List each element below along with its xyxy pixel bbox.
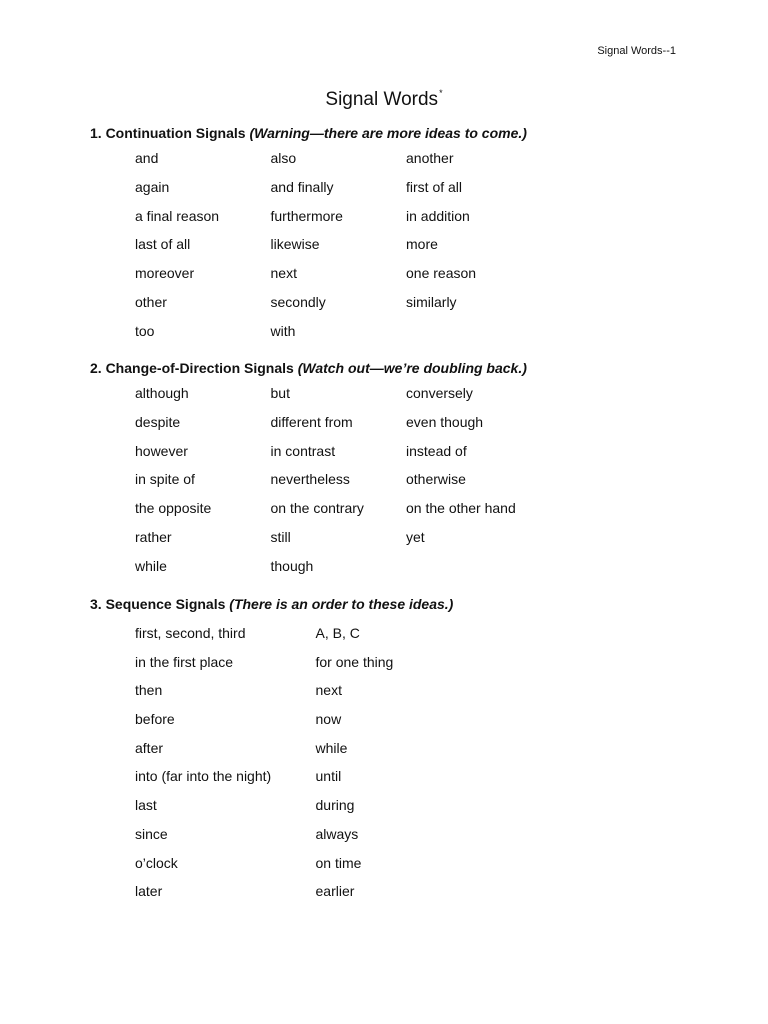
signal-word: now xyxy=(315,711,342,728)
signal-word: while xyxy=(135,557,167,574)
signal-word: other xyxy=(135,293,167,310)
word-row xyxy=(135,558,542,587)
signal-word: conversely xyxy=(406,385,473,401)
signal-word: last of all xyxy=(135,236,191,253)
word-row xyxy=(135,385,542,414)
signal-word: on the contrary xyxy=(270,500,364,517)
word-row xyxy=(135,323,542,352)
word-row xyxy=(135,500,542,529)
word-row xyxy=(135,654,496,683)
word-row xyxy=(135,625,496,654)
word-row xyxy=(135,471,542,500)
signal-word: and finally xyxy=(270,178,334,195)
signal-word: next xyxy=(270,265,297,282)
signal-word: in the first place xyxy=(135,653,234,670)
word-row xyxy=(135,826,496,855)
signal-word: the opposite xyxy=(135,500,212,517)
word-row xyxy=(135,236,542,265)
signal-word: earlier xyxy=(315,883,355,900)
signal-word: moreover xyxy=(135,265,195,282)
continuation-word-list xyxy=(135,150,542,352)
word-row xyxy=(135,711,496,740)
signal-word: nevertheless xyxy=(270,471,350,488)
signal-word: always xyxy=(315,825,359,842)
section-note: (There is an order to these ideas.) xyxy=(229,596,454,612)
signal-word: however xyxy=(135,442,188,459)
sequence-word-list xyxy=(135,625,496,912)
change-of-direction-word-list xyxy=(135,385,542,587)
signal-word: after xyxy=(135,739,164,756)
signal-word: before xyxy=(135,711,175,728)
section-heading-continuation xyxy=(90,125,527,141)
signal-word: even though xyxy=(406,413,484,430)
signal-word: and xyxy=(135,150,159,166)
signal-word: on time xyxy=(315,854,362,871)
signal-word: similarly xyxy=(406,293,457,310)
signal-word: then xyxy=(135,682,163,699)
signal-word: in spite of xyxy=(135,471,195,488)
signal-word: next xyxy=(315,682,342,699)
signal-word: though xyxy=(270,557,314,574)
signal-word: rather xyxy=(135,528,172,545)
signal-word: on the other hand xyxy=(406,500,516,517)
section-heading-text: 1. Continuation Signals xyxy=(90,125,250,141)
section-note: (Watch out—we’re doubling back.) xyxy=(297,360,527,376)
word-row xyxy=(135,179,542,208)
signal-word: but xyxy=(270,385,290,401)
signal-word: still xyxy=(270,528,291,545)
signal-word: o’clock xyxy=(135,854,178,871)
running-header: Signal Words--1 xyxy=(597,45,676,57)
signal-word: later xyxy=(135,883,163,900)
signal-word xyxy=(406,323,542,352)
section-note: (Warning—there are more ideas to come.) xyxy=(249,125,527,141)
signal-word: in contrast xyxy=(270,442,336,459)
word-row xyxy=(135,208,542,237)
signal-word: again xyxy=(135,178,170,195)
signal-word: instead of xyxy=(406,442,467,459)
word-row xyxy=(135,855,496,884)
signal-word: for one thing xyxy=(315,653,394,670)
signal-word: while xyxy=(315,739,348,756)
signal-word: although xyxy=(135,385,189,401)
signal-word: a final reason xyxy=(135,207,220,224)
page-title-text: Signal Words xyxy=(325,89,439,110)
signal-word: first of all xyxy=(406,178,463,195)
signal-word: likewise xyxy=(270,236,320,253)
section-heading-sequence xyxy=(90,596,453,612)
signal-word: since xyxy=(135,825,168,842)
signal-word: another xyxy=(406,150,454,166)
signal-word: in addition xyxy=(406,207,470,224)
word-row xyxy=(135,294,542,323)
signal-word: yet xyxy=(406,528,425,545)
word-row xyxy=(135,414,542,443)
word-row xyxy=(135,150,542,179)
signal-word: more xyxy=(406,236,438,253)
signal-word: different from xyxy=(270,413,353,430)
word-row xyxy=(135,265,542,294)
signal-word: also xyxy=(270,150,297,166)
signal-word: one reason xyxy=(406,265,477,282)
signal-word: A, B, C xyxy=(315,625,360,641)
page-title xyxy=(0,88,768,111)
signal-word: last xyxy=(135,797,157,814)
word-row xyxy=(135,797,496,826)
word-row xyxy=(135,443,542,472)
section-heading-text: 2. Change-of-Direction Signals xyxy=(90,360,298,376)
word-row xyxy=(135,682,496,711)
section-heading-text: 3. Sequence Signals xyxy=(90,596,230,612)
signal-word: otherwise xyxy=(406,471,466,488)
word-row xyxy=(135,768,496,797)
signal-word: during xyxy=(315,797,355,814)
footnote-mark: * xyxy=(439,88,443,98)
signal-word: into (far into the night) xyxy=(135,768,272,785)
signal-word xyxy=(406,558,542,587)
section-heading-change-of-direction xyxy=(90,360,527,376)
word-row xyxy=(135,883,496,912)
word-row xyxy=(135,740,496,769)
signal-word: with xyxy=(270,322,296,339)
signal-word: secondly xyxy=(270,293,326,310)
signal-word: first, second, third xyxy=(135,625,246,641)
word-row xyxy=(135,529,542,558)
signal-word: too xyxy=(135,322,155,339)
signal-word: until xyxy=(315,768,342,785)
signal-word: furthermore xyxy=(270,207,343,224)
signal-word: despite xyxy=(135,413,181,430)
